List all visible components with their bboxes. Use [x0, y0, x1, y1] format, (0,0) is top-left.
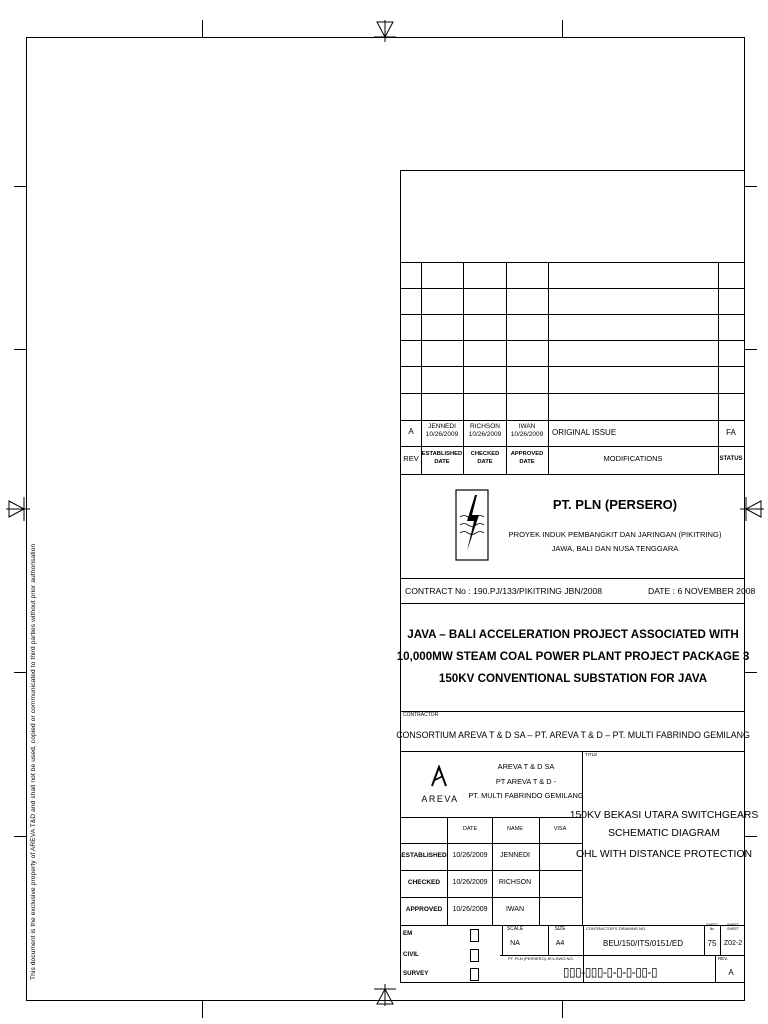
sign-row-date: 10/26/2009	[452, 879, 488, 886]
center-mark-top-icon	[374, 20, 396, 42]
zone-tick	[14, 836, 26, 837]
divider	[582, 751, 583, 925]
header-approved: APPROVED DATE	[510, 451, 544, 466]
sign-row-label: CHECKED	[407, 879, 441, 886]
pln-logo-icon	[455, 489, 489, 561]
zone-tick	[14, 349, 26, 350]
rev-status: FA	[726, 428, 736, 437]
owner-line1: PROYEK INDUK PEMBANGKIT DAN JARINGAN (PIKITRING)	[508, 530, 722, 539]
total-sheet: Z02-2	[723, 940, 743, 947]
drawing-title-line3: OHL WITH DISTANCE PROTECTION	[575, 849, 753, 860]
sign-row-name: JENNEDI	[500, 852, 530, 859]
divider	[400, 578, 745, 579]
sign-row-label: APPROVED	[405, 906, 443, 913]
center-mark-bottom-icon	[374, 984, 396, 1006]
owner-name: PT. PLN (PERSERO)	[552, 497, 678, 512]
header-status: STATUS	[719, 456, 743, 462]
zone-tick	[202, 20, 203, 37]
center-mark-left-icon	[6, 497, 30, 521]
zone-tick	[202, 1001, 203, 1018]
rev-established: JENNEDI 10/26/2009	[425, 423, 459, 439]
zone-tick	[745, 349, 757, 350]
sign-row-name: RICHSON	[498, 879, 532, 886]
drawing-no: BEU/150/ITS/0151/ED	[602, 939, 684, 948]
company-line3: PT. MULTI FABRINDO GEMILANG	[468, 791, 584, 800]
scale-label: SCALE	[506, 926, 524, 932]
company-line1: AREVA T & D SA	[497, 762, 555, 771]
zone-tick	[14, 672, 26, 673]
project-title-line2: 10,000MW STEAM COAL POWER PLANT PROJECT PACKAGE 3	[396, 650, 750, 663]
title-label: TITLE	[585, 752, 598, 757]
sign-row-date: 10/26/2009	[452, 906, 488, 913]
survey-label: SURVEY	[403, 970, 429, 977]
zone-tick	[745, 672, 757, 673]
rev-modification: ORIGINAL ISSUE	[552, 428, 617, 437]
company-line2: PT AREVA T & D -	[495, 777, 557, 786]
owner-line2: JAWA, BALI DAN NUSA TENGGARA	[551, 544, 679, 553]
header-established: ESTABLISHED DATE	[421, 451, 463, 466]
sign-header-visa: VISA	[553, 826, 567, 832]
sign-row-name: IWAN	[505, 906, 525, 913]
zone-tick	[562, 20, 563, 37]
pln-drawing-number: ▯▯▯-▯▯▯-▯-▯-▯-▯▯-▯	[562, 965, 658, 979]
total-sheet-label: SHEET SHEET	[727, 923, 739, 931]
contract-number: CONTRACT No : 190.PJ/133/PIKITRING JBN/2008	[405, 586, 603, 596]
civil-label: CIVIL	[403, 951, 419, 958]
pln-drawing-label: PT. PLN (PERSERO) JE's DWG NO.	[508, 956, 574, 961]
drawing-no-label: CONTRACTOR'S DRAWING NO.	[586, 926, 647, 931]
rev-label: REV.	[718, 956, 729, 961]
size-value: A4	[555, 940, 565, 947]
title-block	[400, 170, 745, 983]
divider	[400, 711, 745, 712]
sign-header-name: NAME	[507, 826, 523, 832]
rev-approved: IWAN 10/26/2009	[510, 423, 544, 439]
disclaimer-text: This document is the exclusive property of AREVA T&D and shall not be used, copied or communicated to third parties without prior authorisation	[30, 543, 37, 980]
size-label: SIZE	[554, 926, 566, 932]
sign-row-date: 10/26/2009	[452, 852, 488, 859]
header-rev: REV	[403, 454, 419, 463]
drawing-title-line1: 150KV BEKASI UTARA SWITCHGEARS	[569, 810, 759, 821]
divider	[400, 603, 745, 604]
em-checkbox[interactable]	[470, 929, 479, 942]
civil-checkbox[interactable]	[470, 949, 479, 962]
em-label: EM	[403, 930, 413, 937]
rev-value: A	[408, 427, 414, 436]
divider	[400, 751, 745, 752]
contractor-label: CONTRACTOR	[403, 712, 439, 718]
survey-checkbox[interactable]	[470, 968, 479, 981]
zone-tick	[14, 186, 26, 187]
sign-row-label: ESTABLISHED	[401, 852, 447, 859]
zone-tick	[745, 186, 757, 187]
project-title-line1: JAVA – BALI ACCELERATION PROJECT ASSOCIATED WITH	[407, 628, 739, 641]
drawing-title-line2: SCHEMATIC DIAGRAM	[608, 828, 720, 839]
areva-logo-text: AREVA	[421, 794, 459, 804]
zone-tick	[562, 1001, 563, 1018]
areva-logo-icon	[430, 765, 448, 787]
sign-header-date: DATE	[462, 826, 478, 832]
sheet-no-label: SHEET No	[706, 923, 718, 931]
contract-date: DATE : 6 NOVEMBER 2008	[648, 586, 756, 596]
contractor-name: CONSORTIUM AREVA T & D SA – PT. AREVA T & D – PT. MULTI FABRINDO GEMILANG	[396, 730, 750, 740]
header-checked: CHECKED DATE	[470, 451, 500, 466]
rev-checked: RICHSON 10/26/2009	[468, 423, 502, 439]
sheet-no: 75	[707, 939, 717, 948]
zone-tick	[745, 836, 757, 837]
project-title-line3: 150KV CONVENTIONAL SUBSTATION FOR JAVA	[438, 672, 708, 685]
scale-value: NA	[510, 940, 520, 947]
header-modifications: MODIFICATIONS	[603, 454, 663, 463]
rev-current: A	[728, 968, 734, 977]
